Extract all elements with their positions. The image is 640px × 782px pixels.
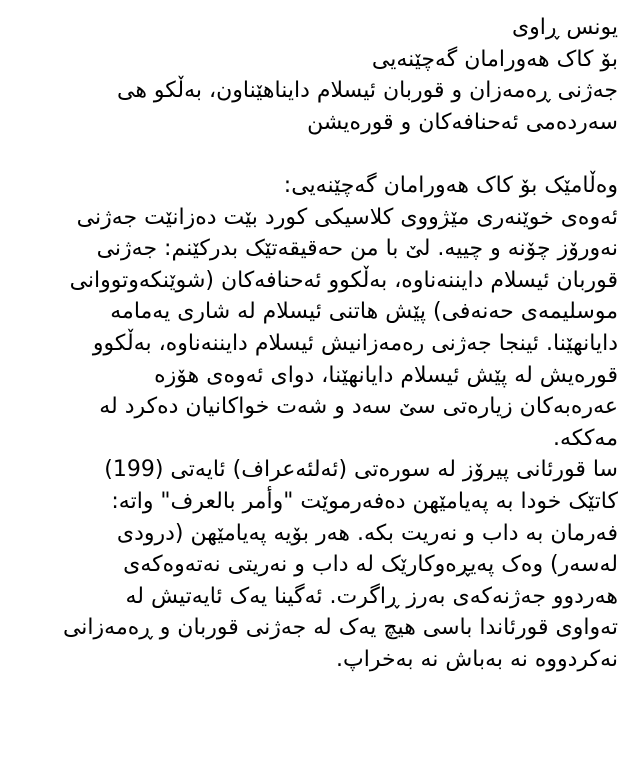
body-line: مەککە.	[553, 425, 618, 451]
body-line: هەردوو جەژنەکەی بەرز ڕاگرت. ئەگینا یەک ئایەتیش لە	[125, 583, 618, 609]
body-line: فەرمان بە داب و نەریت بکە. هەر بۆیە پەیامێهن (درودی	[116, 520, 618, 546]
dedication-line: بۆ کاک هەورامان گەچێنەیی	[371, 46, 618, 72]
body-line: سا قورئانی پیرۆز لە سورەتی (ئەلئەعراف) ئایەتی (199)	[104, 457, 618, 483]
subject-line: سەردەمی ئەحنافەکان و قورەیشن	[307, 109, 618, 135]
body-line: دایانهێنا. ئینجا جەژنی رەمەزانیش ئیسلام دایننەناوە، بەڵکوو	[92, 330, 618, 356]
body-line: عەرەبەکان زیارەتی سێ سەد و شەت خواکانیان دەکرد لە	[99, 394, 618, 420]
body-line: موسلیمەی حەنەفی) پێش هاتنی ئیسلام لە شاری یەمامە	[110, 299, 618, 325]
body-line: لەسەر) وەک پەیڕەوکارێک لە داب و نەریتی نەتەوەکەی	[123, 552, 618, 578]
paragraph-gap	[20, 138, 618, 170]
body-line: کاتێک خودا بە پەیامێهن دەفەرموێت "وأمر بالعرف" واتە:	[111, 488, 618, 514]
body-line: قوربان ئیسلام دایننەناوە، بەڵکوو ئەحنافەکان (شوێنکەوتووانی	[69, 267, 618, 293]
body-line: نەکردووە نە بەباش نە بەخراپ.	[336, 646, 618, 672]
body-line: ئەوەی خوێنەری مێژووی کلاسیکی کورد بێت دەزانێت جەژنی	[76, 204, 618, 230]
reply-heading: وەڵامێک بۆ کاک هەورامان گەچێنەیی:	[283, 172, 618, 198]
author-name: یونس ڕاوی	[511, 15, 618, 40]
body-line: تەواوی قورئاندا باسی هیچ یەک لە جەژنی قوربان و ڕەمەزانی	[62, 615, 618, 641]
body-line: قورەیش لە پێش ئیسلام دایانهێنا، دوای ئەوەی هۆزە	[154, 362, 618, 388]
body-line: نەورۆز چۆنە و چییە. لێ با من حەقیقەتێک بدرکێنم: جەژنی	[96, 236, 618, 262]
subject-line: جەژنی ڕەمەزان و قوربان ئیسلام دایناهێناون، بەڵکو هی	[116, 78, 618, 104]
